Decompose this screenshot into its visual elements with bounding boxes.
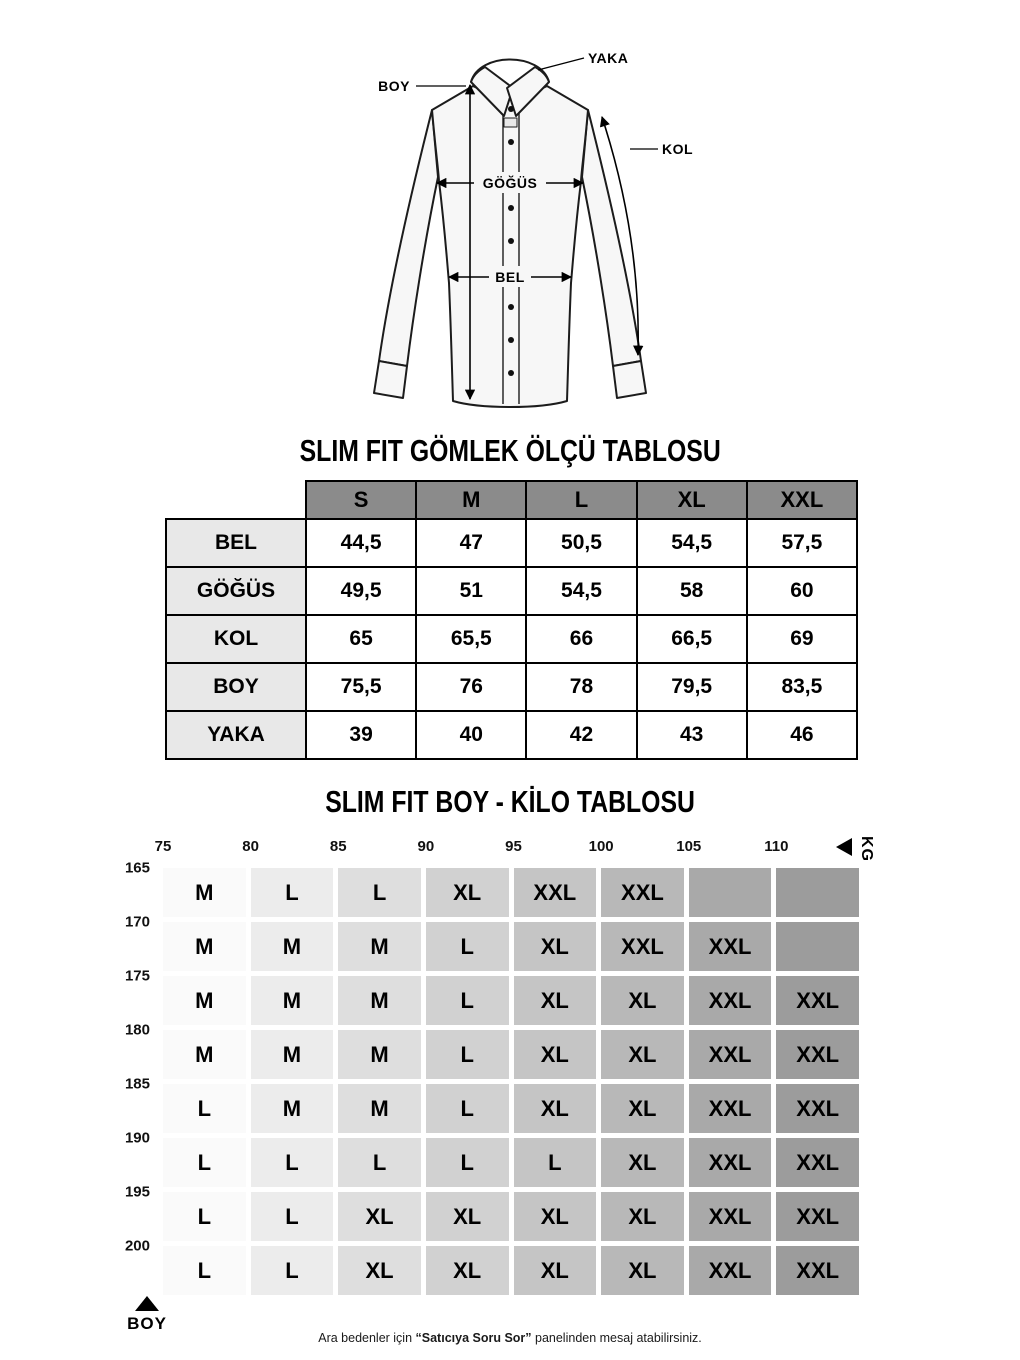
grid-empty-cell <box>689 868 772 917</box>
kg-tick-label: 90 <box>417 838 435 855</box>
boy-tick-label: 200 <box>124 1237 150 1255</box>
grid-size-cell: XXL <box>776 1246 859 1295</box>
boy-tick-label: 165 <box>124 859 150 877</box>
grid-size-cell: L <box>163 1138 246 1187</box>
footer-suffix: panelinden mesaj atabilirsiniz. <box>531 1331 702 1345</box>
grid-size-cell: XL <box>338 1246 421 1295</box>
size-col-header: XL <box>637 481 747 519</box>
size-value-cell: 78 <box>526 663 636 711</box>
grid-size-cell: M <box>251 922 334 971</box>
size-value-cell: 43 <box>637 711 747 759</box>
kg-axis-labels <box>154 838 863 860</box>
grid-size-cell: XXL <box>776 1192 859 1241</box>
size-value-cell: 54,5 <box>637 519 747 567</box>
boy-axis-title: BOY <box>127 1314 167 1333</box>
size-table-title <box>0 433 1020 469</box>
size-value-cell: 60 <box>747 567 857 615</box>
grid-size-cell: L <box>426 976 509 1025</box>
yaka-label: YAKA <box>588 50 629 66</box>
right-cuff <box>613 361 646 398</box>
height-weight-grid <box>163 868 859 1295</box>
size-col-header: M <box>416 481 526 519</box>
size-value-cell: 46 <box>747 711 857 759</box>
grid-empty-cell <box>776 868 859 917</box>
grid-size-cell: XXL <box>776 1138 859 1187</box>
grid-size-cell: M <box>338 922 421 971</box>
grid-size-cell: XL <box>426 1246 509 1295</box>
size-value-cell: 76 <box>416 663 526 711</box>
grid-size-cell: L <box>251 1246 334 1295</box>
grid-size-cell: XXL <box>776 976 859 1025</box>
grid-size-cell: XXL <box>514 868 597 917</box>
boy-axis-marker <box>112 1296 182 1334</box>
grid-size-cell: L <box>163 1084 246 1133</box>
size-row-label: KOL <box>166 615 306 663</box>
grid-size-cell: M <box>251 1084 334 1133</box>
size-col-header: S <box>306 481 416 519</box>
weight-table-title-text: SLIM FIT BOY - KİLO TABLOSU <box>325 784 695 819</box>
size-col-header: L <box>526 481 636 519</box>
size-table-header-row <box>166 481 857 519</box>
kg-tick-label: 100 <box>588 838 614 855</box>
grid-size-cell: L <box>338 868 421 917</box>
grid-size-cell: L <box>251 1138 334 1187</box>
grid-size-cell: XL <box>601 1192 684 1241</box>
boy-tick-label: 180 <box>124 1021 150 1039</box>
kg-tick-label: 105 <box>676 838 702 855</box>
size-row-label: BOY <box>166 663 306 711</box>
grid-size-cell: XL <box>601 1246 684 1295</box>
boy-tick-label: 185 <box>124 1075 150 1093</box>
footer-note <box>0 1331 1020 1345</box>
size-value-cell: 58 <box>637 567 747 615</box>
grid-size-cell: M <box>251 1030 334 1079</box>
size-value-cell: 44,5 <box>306 519 416 567</box>
grid-size-cell: XXL <box>601 922 684 971</box>
weight-table-title <box>0 784 1020 820</box>
boy-tick-label: 170 <box>124 913 150 931</box>
grid-size-cell: XL <box>601 1138 684 1187</box>
size-value-cell: 49,5 <box>306 567 416 615</box>
size-row-label: BEL <box>166 519 306 567</box>
size-table-row <box>166 519 857 567</box>
boy-tick-label: 175 <box>124 967 150 985</box>
shirt-body <box>432 86 588 407</box>
height-weight-chart <box>0 838 1020 1358</box>
grid-size-cell: M <box>163 922 246 971</box>
boy-axis-labels <box>98 859 150 1295</box>
kg-tick-label: 80 <box>242 838 259 855</box>
kg-tick-label: 95 <box>505 838 522 855</box>
boy-tick-label: 190 <box>124 1129 150 1147</box>
grid-size-cell: XL <box>426 1192 509 1241</box>
size-table-row <box>166 567 857 615</box>
size-table-row <box>166 711 857 759</box>
grid-size-cell: L <box>426 1030 509 1079</box>
size-value-cell: 40 <box>416 711 526 759</box>
size-value-cell: 83,5 <box>747 663 857 711</box>
grid-size-cell: M <box>338 1084 421 1133</box>
grid-size-cell: XL <box>514 1084 597 1133</box>
grid-size-cell: XL <box>426 868 509 917</box>
grid-size-cell: L <box>163 1246 246 1295</box>
grid-size-cell: M <box>163 1030 246 1079</box>
grid-size-cell: M <box>163 976 246 1025</box>
grid-size-cell: XL <box>514 976 597 1025</box>
size-value-cell: 69 <box>747 615 857 663</box>
grid-size-cell: XL <box>514 922 597 971</box>
grid-size-cell: XXL <box>689 1138 772 1187</box>
size-value-cell: 66,5 <box>637 615 747 663</box>
grid-size-cell: XXL <box>776 1084 859 1133</box>
grid-size-cell: M <box>163 868 246 917</box>
grid-size-cell: M <box>338 1030 421 1079</box>
grid-size-cell: XXL <box>689 1246 772 1295</box>
size-value-cell: 75,5 <box>306 663 416 711</box>
kg-tick-label: 110 <box>764 838 789 855</box>
gogus-label: GÖĞÜS <box>482 175 538 191</box>
grid-size-cell: XL <box>601 976 684 1025</box>
grid-size-cell: XXL <box>689 1030 772 1079</box>
footer-prefix: Ara bedenler için <box>318 1331 416 1345</box>
size-value-cell: 57,5 <box>747 519 857 567</box>
kg-tick-label: 85 <box>329 838 347 855</box>
size-row-label: GÖĞÜS <box>166 567 306 615</box>
footer-bold: “Satıcıya Soru Sor” <box>415 1331 532 1345</box>
inner-brand-label <box>504 118 517 127</box>
size-value-cell: 47 <box>416 519 526 567</box>
grid-size-cell: XL <box>601 1030 684 1079</box>
grid-size-cell: XL <box>514 1246 597 1295</box>
size-value-cell: 39 <box>306 711 416 759</box>
size-row-label: YAKA <box>166 711 306 759</box>
size-value-cell: 65 <box>306 615 416 663</box>
grid-size-cell: L <box>426 1084 509 1133</box>
size-table-row <box>166 663 857 711</box>
grid-size-cell: XXL <box>689 1084 772 1133</box>
grid-size-cell: XL <box>338 1192 421 1241</box>
left-cuff <box>374 361 407 398</box>
corner-cell <box>166 481 306 519</box>
up-arrow-icon <box>135 1296 159 1311</box>
kol-label: KOL <box>662 141 694 157</box>
yaka-leader-line <box>538 58 584 70</box>
bel-label: BEL <box>495 269 525 285</box>
grid-size-cell: L <box>163 1192 246 1241</box>
grid-size-cell: L <box>514 1138 597 1187</box>
shirt-measurement-diagram <box>0 25 1020 440</box>
size-table-row <box>166 615 857 663</box>
grid-size-cell: XXL <box>689 976 772 1025</box>
grid-size-cell: M <box>338 976 421 1025</box>
kg-tick-label: 75 <box>154 838 172 855</box>
size-table-title-text: SLIM FIT GÖMLEK ÖLÇÜ TABLOSU <box>299 433 721 468</box>
grid-size-cell: XXL <box>689 922 772 971</box>
grid-size-cell: XXL <box>689 1192 772 1241</box>
boy-tick-label: 195 <box>124 1183 150 1201</box>
size-col-header: XXL <box>747 481 857 519</box>
grid-size-cell: L <box>426 922 509 971</box>
kg-axis-title: KG <box>858 836 875 862</box>
size-value-cell: 66 <box>526 615 636 663</box>
left-sleeve <box>379 110 438 366</box>
grid-size-cell: XXL <box>776 1030 859 1079</box>
grid-size-cell: XL <box>514 1192 597 1241</box>
size-table <box>165 480 858 760</box>
grid-empty-cell <box>776 922 859 971</box>
size-value-cell: 51 <box>416 567 526 615</box>
grid-size-cell: XXL <box>601 868 684 917</box>
kg-axis-marker <box>836 836 875 862</box>
size-value-cell: 65,5 <box>416 615 526 663</box>
size-value-cell: 79,5 <box>637 663 747 711</box>
grid-size-cell: L <box>338 1138 421 1187</box>
size-value-cell: 42 <box>526 711 636 759</box>
size-value-cell: 54,5 <box>526 567 636 615</box>
left-arrow-icon <box>836 838 852 856</box>
grid-size-cell: L <box>426 1138 509 1187</box>
grid-size-cell: L <box>251 868 334 917</box>
grid-size-cell: M <box>251 976 334 1025</box>
size-value-cell: 50,5 <box>526 519 636 567</box>
grid-size-cell: XL <box>601 1084 684 1133</box>
boy-label: BOY <box>378 78 410 94</box>
grid-size-cell: L <box>251 1192 334 1241</box>
grid-size-cell: XL <box>514 1030 597 1079</box>
size-table-body <box>166 519 857 759</box>
